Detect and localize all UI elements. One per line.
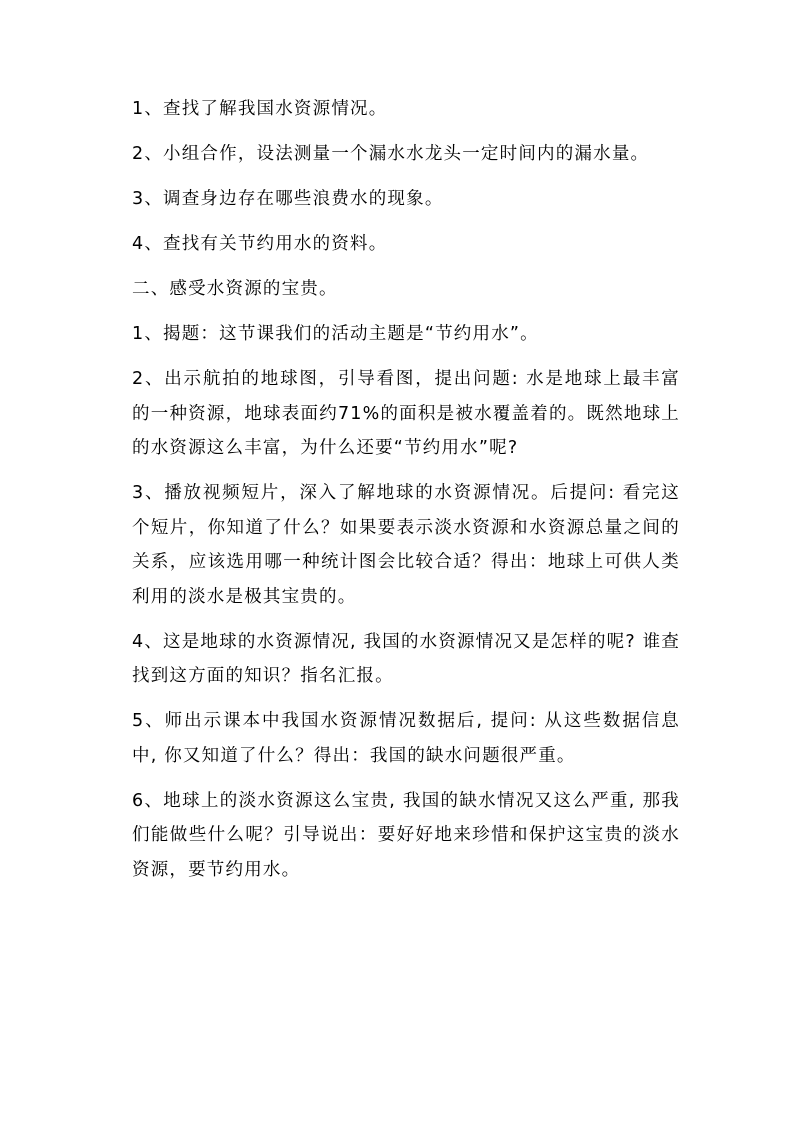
document-body bbox=[132, 92, 680, 887]
paragraph-3: 3、调查身边存在哪些浪费水的现象。 bbox=[132, 189, 444, 209]
paragraph-10: 6、地球上的淡水资源这么宝贵, 我国的缺水情况又这么严重, 那我们能做些什么呢？引导说出：要好好地来珍惜和保护这宝贵的淡水资源，要节约用水。 bbox=[132, 790, 680, 880]
paragraph-7: 3、播放视频短片，深入了解地球的水资源情况。后提问: 看完这个短片，你知道了什么？如果要表示淡水资源和水资源总量之间的关系，应该选用哪一种统计图会比较合适？得出：地球上可供人类利用的淡水是极其宝贵的。 bbox=[132, 483, 680, 607]
paragraph-8: 4、这是地球的水资源情况, 我国的水资源情况又是怎样的呢? 谁查找到这方面的知识？指名汇报。 bbox=[132, 631, 681, 686]
paragraph-9: 5、师出示课本中我国水资源情况数据后, 提问: 从这些数据信息中, 你又知道了什么？得出：我国的缺水问题很严重。 bbox=[132, 711, 680, 766]
paragraph-2: 2、小组合作，设法测量一个漏水水龙头一定时间内的漏水量。 bbox=[132, 144, 650, 164]
paragraph-1: 1、查找了解我国水资源情况。 bbox=[132, 99, 388, 119]
paragraph-5: 1、揭题：这节课我们的活动主题是“节约用水”。 bbox=[132, 324, 539, 344]
paragraph-6: 2、出示航拍的地球图，引导看图，提出问题: 水是地球上最丰富的一种资源，地球表面约71%的面积是被水覆盖着的。既然地球上的水资源这么丰富，为什么还要“节约用水”呢? bbox=[132, 369, 680, 458]
section-heading: 二、感受水资源的宝贵。 bbox=[132, 279, 338, 299]
paragraph-4: 4、查找有关节约用水的资料。 bbox=[132, 234, 388, 254]
